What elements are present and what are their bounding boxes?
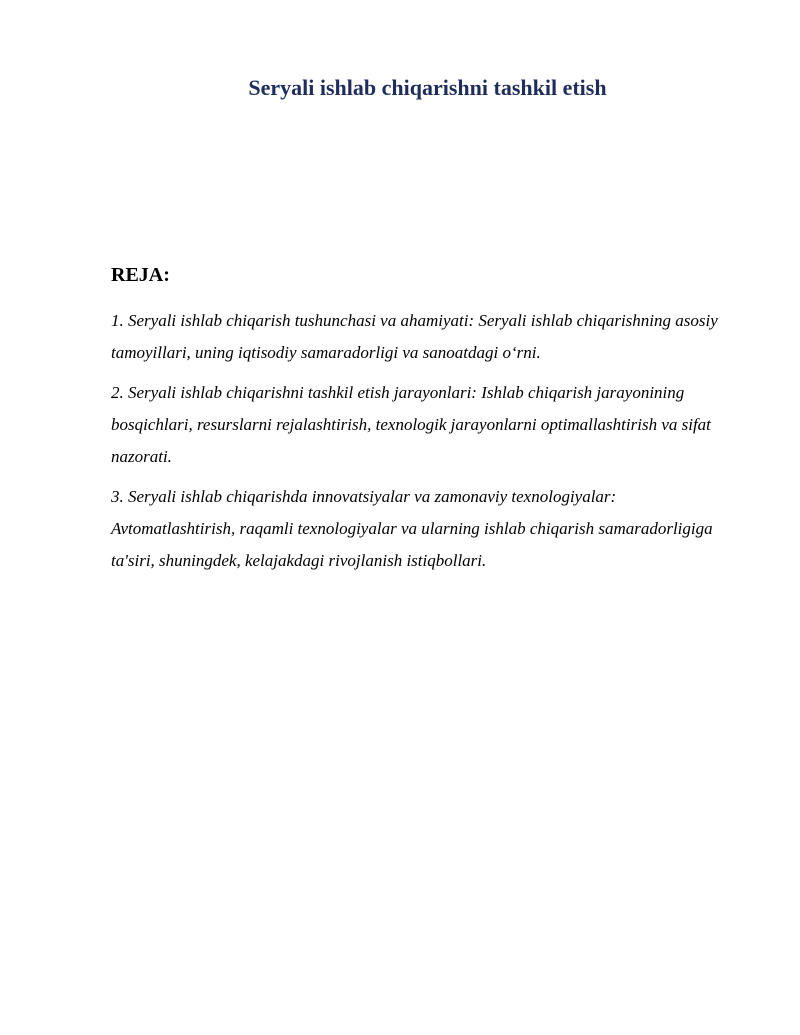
document-title: Seryali ishlab chiqarishni tashkil etish	[248, 75, 607, 100]
plan-item-2: 2. Seryali ishlab chiqarishni tashkil etish jarayonlari: Ishlab chiqarish jarayonining bosqichlari, resurslarni rejalashtirish, texnologik jarayonlarni optimallashtirish va sifat nazorati.	[111, 383, 711, 466]
plan-heading: REJA:	[111, 264, 170, 286]
plan-item-3: 3. Seryali ishlab chiqarishda innovatsiyalar va zamonaviy texnologiyalar: Avtomatlashtirish, raqamli texnologiyalar va ularning ishlab chiqarish samaradorligiga ta'siri, shuningdek, kelajakdagi rivojlanish istiqbollari.	[111, 487, 713, 570]
plan-item-1: 1. Seryali ishlab chiqarish tushunchasi va ahamiyati: Seryali ishlab chiqarishning asosiy tamoyillari, uning iqtisodiy samaradorligi va sanoatdagi o‘rni.	[111, 311, 718, 362]
plan-list	[111, 305, 736, 585]
